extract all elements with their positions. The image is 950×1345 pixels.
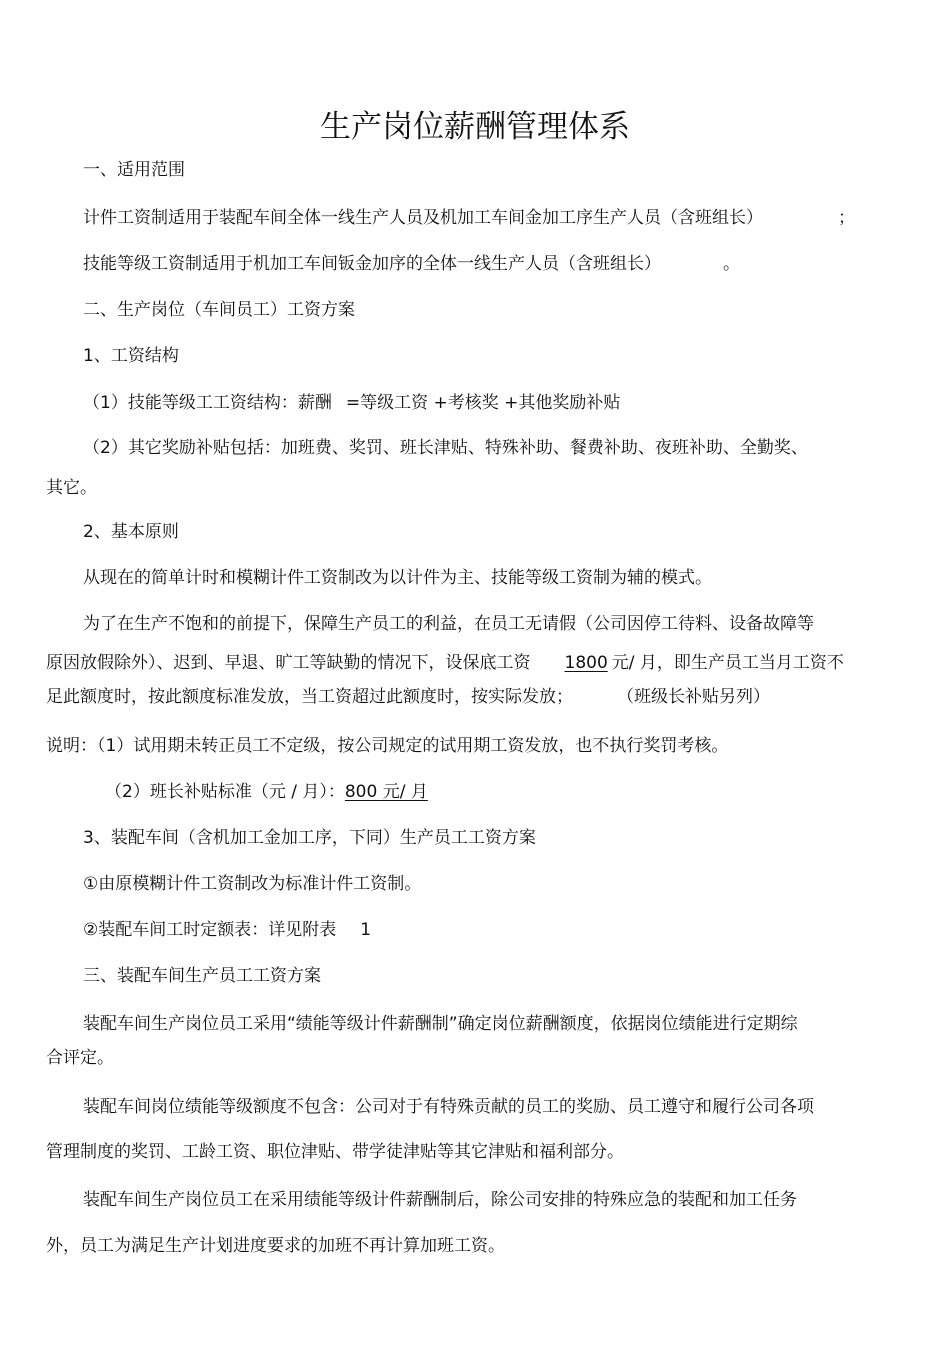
paragraph-minimum-wage-line3: [46, 686, 770, 708]
list-item-time-quota-table: [83, 919, 371, 941]
paragraph-continuation: 合评定。: [46, 1048, 114, 1068]
document-title: 生产岗位薪酬管理体系: [320, 109, 630, 145]
team-leader-allowance-value: 800 元/ 月: [344, 782, 428, 802]
section-heading-wage-plan: 二、生产岗位（车间员工）工资方案: [83, 300, 355, 320]
paragraph-text: （1）技能等级工工资结构：薪酬: [83, 393, 332, 413]
paragraph-text: （2）班长补贴标准（元 / 月）：: [105, 782, 345, 802]
paragraph-text: 技能等级工资制适用于机加工车间钣金加序的全体一线生产人员（含班组长）: [83, 254, 661, 274]
note-team-leader-allowance: [105, 781, 428, 803]
paragraph-overtime: 装配车间生产岗位员工在采用绩能等级计件薪酬制后，除公司安排的特殊应急的装配和加工任务: [83, 1190, 797, 1210]
paragraph-scope-skill-level: [83, 253, 661, 275]
paragraph-continuation: 外，员工为满足生产计划进度要求的加班不再计算加班工资。: [46, 1236, 505, 1256]
paragraph-text: 原因放假除外）、迟到、早退、旷工等缺勤的情况下，设保底工资: [46, 653, 531, 673]
paragraph-text: （班级长补贴另列）: [617, 687, 770, 707]
appendix-number: 1: [360, 920, 372, 940]
subsection-heading-wage-structure: 1、工资结构: [83, 346, 179, 366]
paragraph-continuation: 管理制度的奖罚、工龄工资、职位津贴、带学徒津贴等其它津贴和福利部分。: [46, 1142, 624, 1162]
paragraph-scope-piecework: [83, 207, 763, 229]
paragraph-continuation: 其它。: [46, 478, 97, 498]
paragraph-text: =等级工资 +考核奖 +其他奖励补贴: [345, 393, 621, 413]
punctuation: 。: [723, 254, 740, 274]
section-heading-scope: 一、适用范围: [83, 160, 185, 180]
paragraph-performance-grade: 装配车间生产岗位员工采用“绩能等级计件薪酬制”确定岗位薪酬额度，依据岗位绩能进行定期综: [83, 1014, 798, 1034]
note-probation: 说明：（1）试用期未转正员工不定级，按公司规定的试用期工资发放，也不执行奖罚考核。: [46, 736, 729, 756]
paragraph-minimum-wage-line2: [46, 652, 844, 674]
paragraph-principle: 从现在的简单计时和模糊计件工资制改为以计件为主、技能等级工资制为辅的模式。: [83, 568, 712, 588]
list-item-standard-piecework: ①由原模糊计件工资制改为标准计件工资制。: [83, 874, 422, 894]
paragraph-wage-structure: [83, 392, 620, 414]
paragraph-minimum-wage: 为了在生产不饱和的前提下，保障生产员工的利益，在员工无请假（公司因停工待料、设备故障等: [83, 614, 814, 634]
subsection-heading-assembly-wage: 3、装配车间（含机加工金加工序，下同）生产员工工资方案: [83, 828, 536, 848]
paragraph-text: ②装配车间工时定额表：详见附表: [83, 920, 337, 940]
minimum-wage-amount: 1800: [564, 653, 608, 673]
punctuation: ；: [838, 208, 855, 228]
paragraph-text: 足此额度时，按此额度标准发放，当工资超过此额度时，按实际发放；: [46, 687, 573, 707]
subsection-heading-basic-principles: 2、基本原则: [83, 522, 179, 542]
paragraph-text: 计件工资制适用于装配车间全体一线生产人员及机加工车间金加工序生产人员（含班组长）: [83, 208, 763, 228]
paragraph-exclusions: 装配车间岗位绩能等级额度不包含：公司对于有特殊贡献的员工的奖励、员工遵守和履行公司各项: [83, 1097, 814, 1117]
section-heading-assembly-plan: 三、装配车间生产员工工资方案: [83, 966, 321, 986]
paragraph-other-allowances: （2）其它奖励补贴包括：加班费、奖罚、班长津贴、特殊补助、餐费补助、夜班补助、全勤奖、: [83, 438, 808, 458]
paragraph-text: 元/ 月，即生产员工当月工资不: [611, 653, 844, 673]
